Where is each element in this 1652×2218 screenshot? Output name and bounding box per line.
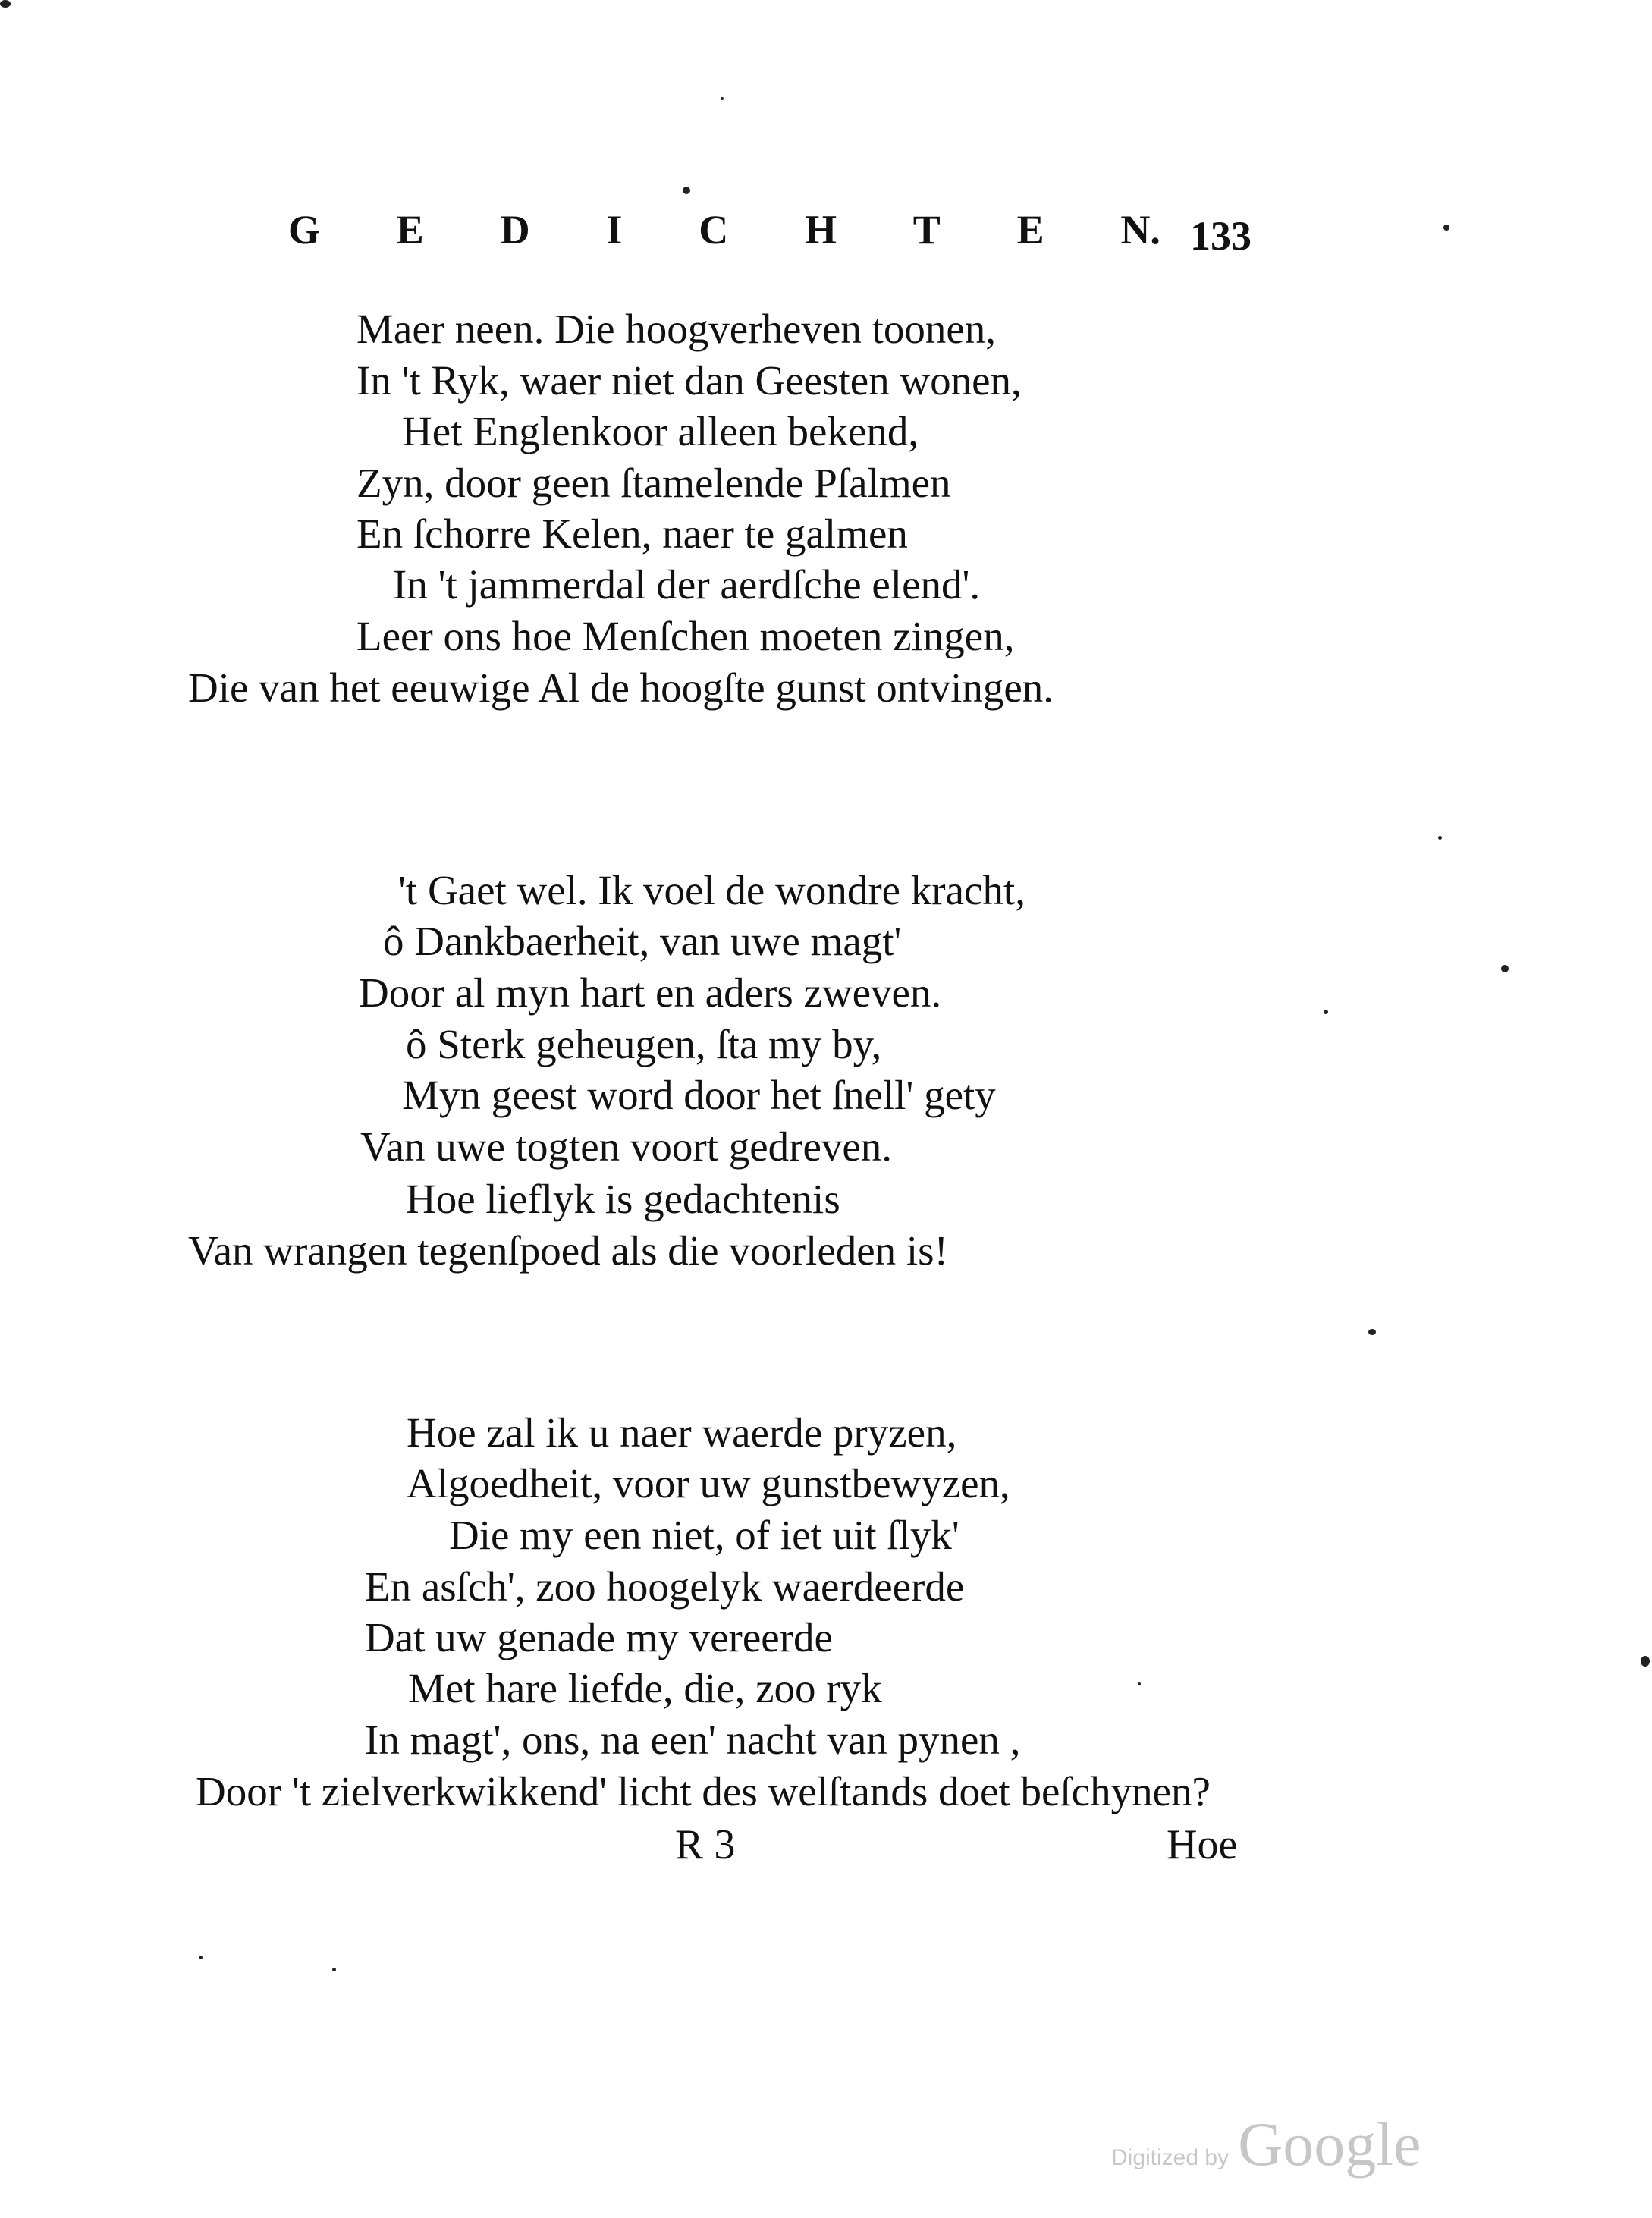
running-title-letter: T — [912, 207, 941, 253]
running-title-letter: G — [288, 207, 321, 253]
scan-speck — [1138, 1682, 1141, 1685]
verse-line: ô Dankbaerheit, van uwe magt' — [383, 918, 902, 964]
scan-speck — [1324, 1010, 1328, 1014]
verse-line: In magt', ons, na een' nacht van pynen , — [365, 1717, 1021, 1763]
scan-speck — [1501, 965, 1509, 972]
catchword: Hoe — [1167, 1821, 1238, 1868]
verse-line: Die van het eeuwige Al de hoogſte gunst ontvingen. — [188, 664, 1054, 711]
verse-line: Met hare liefde, die, zoo ryk — [408, 1665, 882, 1711]
verse-line: ô Sterk geheugen, ſta my by, — [406, 1021, 882, 1067]
verse-line: Algoedheit, voor uw gunstbewyzen, — [407, 1460, 1010, 1506]
verse-line: Het Englenkoor alleen bekend, — [402, 408, 919, 454]
page-header — [288, 206, 1252, 275]
watermark-brand: Google — [1238, 2110, 1421, 2179]
verse-line: Leer ons hoe Menſchen moeten zingen, — [356, 613, 1015, 659]
running-title-letter: E — [396, 207, 424, 253]
scan-speck — [332, 1968, 336, 1971]
scan-speck — [1438, 836, 1442, 840]
verse-line: Door 't zielverkwikkend' licht des welſtands doet beſchynen? — [196, 1768, 1211, 1814]
digitized-watermark — [1111, 2109, 1421, 2180]
verse-line: Die my een niet, of iet uit ſlyk' — [449, 1512, 959, 1558]
verse-line: Van wrangen tegenſpoed als die voorleden is! — [188, 1227, 948, 1274]
signature-mark: R 3 — [675, 1821, 736, 1868]
verse-line: Dat uw genade my vereerde — [365, 1614, 833, 1660]
verse-line: Van uwe togten voort gedreven. — [360, 1123, 893, 1170]
verse-line: Hoe lieflyk is gedachtenis — [406, 1176, 840, 1222]
verse-line: In 't Ryk, waer niet dan Geesten wonen, — [356, 357, 1022, 404]
running-title-letter: C — [699, 207, 729, 253]
page-number: 133 — [1190, 213, 1252, 259]
verse-line: 't Gaet wel. Ik voel de wondre kracht, — [398, 867, 1025, 913]
verse-line: En ſchorre Kelen, naer te galmen — [356, 511, 908, 557]
running-title-letter: H — [804, 207, 837, 253]
verse-line: Maer neen. Die hoogverheven toonen, — [356, 306, 997, 352]
verse-line: Door al myn hart en aders zweven. — [359, 969, 942, 1016]
scan-speck — [1443, 225, 1449, 231]
running-title — [288, 206, 1160, 253]
running-title-letter: I — [606, 207, 623, 253]
scan-speck — [683, 187, 690, 194]
verse-line: Zyn, door geen ſtamelende Pſalmen — [356, 460, 951, 506]
verse-line: Hoe zal ik u naer waerde pryzen, — [407, 1409, 957, 1456]
verse-line: Myn geest word door het ſnell' gety — [402, 1072, 996, 1118]
scan-speck — [1368, 1329, 1376, 1335]
scan-speck — [721, 97, 724, 100]
running-title-letter: N. — [1120, 207, 1160, 253]
running-title-letter: E — [1016, 207, 1044, 253]
verse-line: En asſch', zoo hoogelyk waerdeerde — [365, 1563, 965, 1610]
scan-speck — [0, 0, 11, 8]
scan-speck — [1641, 1656, 1650, 1667]
verse-line: In 't jammerdal der aerdſche elend'. — [393, 561, 981, 608]
scan-speck — [199, 1956, 203, 1959]
running-title-letter: D — [500, 207, 530, 253]
watermark-prefix: Digitized by — [1111, 2145, 1230, 2170]
